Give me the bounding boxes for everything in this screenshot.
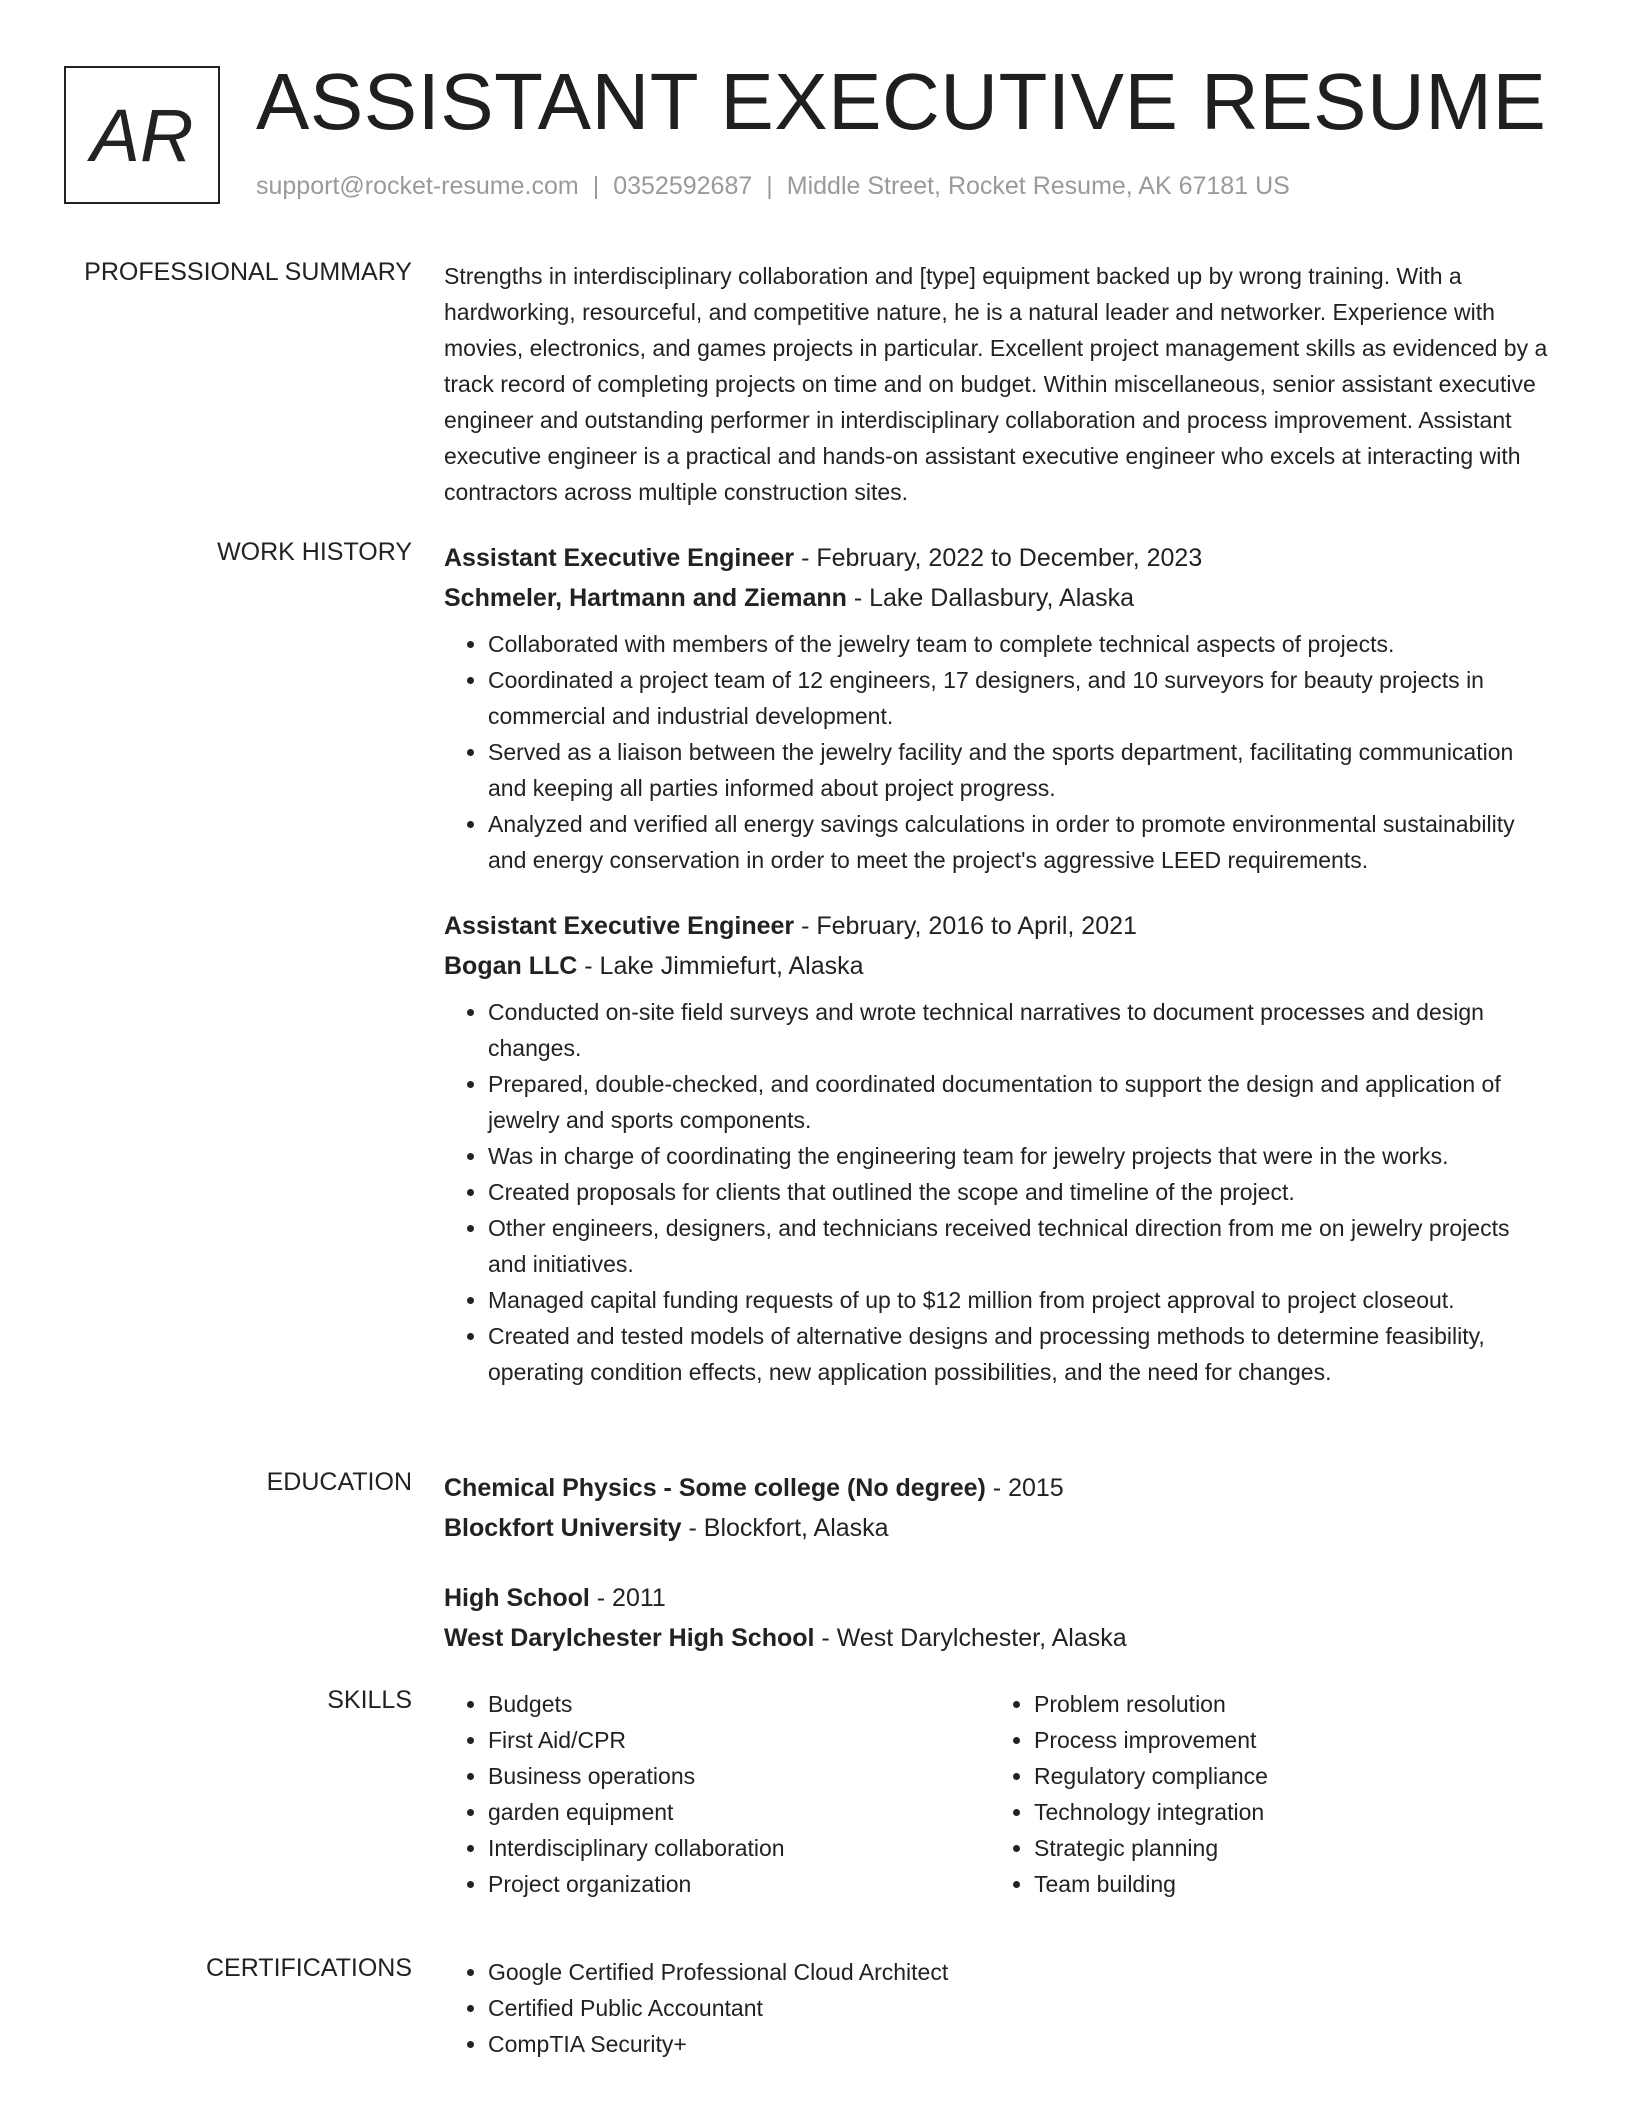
education-degree-line xyxy=(444,1468,1554,1508)
list-item: • CompTIA Security+ xyxy=(488,2026,1554,2062)
list-item: • Created proposals for clients that outlined the scope and timeline of the project. xyxy=(488,1174,1554,1210)
list-item: • Interdisciplinary collaboration xyxy=(488,1830,990,1866)
list-item: • Strategic planning xyxy=(1034,1830,1536,1866)
monogram-box xyxy=(64,66,220,204)
job-company-line xyxy=(444,946,1554,986)
list-item: • Google Certified Professional Cloud Architect xyxy=(488,1954,1554,1990)
job-company: Bogan LLC xyxy=(444,952,578,980)
education-entry xyxy=(444,1578,1554,1658)
contact-separator: | xyxy=(766,172,773,200)
list-item: • Other engineers, designers, and technicians received technical direction from me on jewelry projects and initiatives. xyxy=(488,1210,1554,1282)
list-item: • Served as a liaison between the jewelry facility and the sports department, facilitating communication and keeping all parties informed about project progress. xyxy=(488,734,1554,806)
list-item: • garden equipment xyxy=(488,1794,990,1830)
list-item: • Business operations xyxy=(488,1758,990,1794)
section-label-education: EDUCATION xyxy=(266,1468,412,1496)
list-item: • Analyzed and verified all energy savings calculations in order to promote environmental sustainability and energy conservation in order to meet the project's aggressive LEED requirements. xyxy=(488,806,1554,878)
education-year: - 2015 xyxy=(985,1474,1064,1502)
list-item: • Managed capital funding requests of up to $12 million from project approval to project closeout. xyxy=(488,1282,1554,1318)
section-label-work: WORK HISTORY xyxy=(217,538,412,566)
job-location: - Lake Jimmiefurt, Alaska xyxy=(577,952,864,980)
contact-phone[interactable]: 0352592687 xyxy=(613,172,753,200)
job-title-line xyxy=(444,538,1554,578)
education-school: Blockfort University xyxy=(444,1514,682,1542)
job-bullets xyxy=(444,626,1554,878)
skills-list-right xyxy=(990,1686,1536,1902)
certifications-list xyxy=(444,1954,1554,2062)
job-title-line xyxy=(444,906,1554,946)
list-item: • Conducted on-site field surveys and wrote technical narratives to document processes and design changes. xyxy=(488,994,1554,1066)
job-company-line xyxy=(444,578,1554,618)
education-body xyxy=(444,1468,1554,1658)
job-company: Schmeler, Hartmann and Ziemann xyxy=(444,584,847,612)
job-entry xyxy=(444,538,1554,878)
skills-columns xyxy=(444,1686,1554,1902)
job-location: - Lake Dallasbury, Alaska xyxy=(846,584,1135,612)
education-degree: High School xyxy=(444,1584,590,1612)
work-body xyxy=(444,538,1554,1390)
list-item: • Team building xyxy=(1034,1866,1536,1902)
list-item: • Process improvement xyxy=(1034,1722,1536,1758)
education-location: - Blockfort, Alaska xyxy=(681,1514,889,1542)
list-item: • Certified Public Accountant xyxy=(488,1990,1554,2026)
certifications-body xyxy=(444,1954,1554,2062)
skills-body xyxy=(444,1686,1554,1902)
education-school-line xyxy=(444,1618,1554,1658)
education-location: - West Darylchester, Alaska xyxy=(814,1624,1127,1652)
list-item: • Technology integration xyxy=(1034,1794,1536,1830)
contact-address: Middle Street, Rocket Resume, AK 67181 US xyxy=(786,172,1290,200)
section-label-certifications: CERTIFICATIONS xyxy=(205,1954,412,1982)
skills-list-left xyxy=(444,1686,990,1902)
education-year: - 2011 xyxy=(589,1584,666,1612)
list-item: • Coordinated a project team of 12 engineers, 17 designers, and 10 surveyors for beauty projects in commercial and industrial development. xyxy=(488,662,1554,734)
list-item: • Budgets xyxy=(488,1686,990,1722)
list-item: • Collaborated with members of the jewelry team to complete technical aspects of projects. xyxy=(488,626,1554,662)
job-entry xyxy=(444,906,1554,1390)
page-title: ASSISTANT EXECUTIVE RESUME xyxy=(256,57,1547,146)
job-dates: - February, 2016 to April, 2021 xyxy=(794,912,1137,940)
monogram-initials: AR xyxy=(90,93,194,177)
section-label-skills: SKILLS xyxy=(327,1686,412,1714)
list-item: • Problem resolution xyxy=(1034,1686,1536,1722)
list-item: • First Aid/CPR xyxy=(488,1722,990,1758)
list-item: • Prepared, double-checked, and coordinated documentation to support the design and application of jewelry and sports components. xyxy=(488,1066,1554,1138)
education-degree: Chemical Physics - Some college (No degree) xyxy=(444,1474,986,1502)
list-item: • Project organization xyxy=(488,1866,990,1902)
summary-body xyxy=(444,258,1554,510)
job-bullets xyxy=(444,994,1554,1390)
education-school-line xyxy=(444,1508,1554,1548)
education-school: West Darylchester High School xyxy=(444,1624,815,1652)
contact-email[interactable]: support@rocket-resume.com xyxy=(256,172,579,200)
job-dates: - February, 2022 to December, 2023 xyxy=(794,544,1203,572)
list-item: • Was in charge of coordinating the engineering team for jewelry projects that were in the works. xyxy=(488,1138,1554,1174)
summary-text: Strengths in interdisciplinary collaboration and [type] equipment backed up by wrong training. With a hardworking, resourceful, and competitive nature, he is a natural leader and networker. Experience with movies, electronics, and games projects in particular. Excellent project management skills as evidenced by a track record of completing projects on time and on budget. Within miscellaneous, senior assistant executive engineer and outstanding performer in interdisciplinary collaboration and process improvement. Assistant executive engineer is a practical and hands-on assistant executive engineer who excels at interacting with contractors across multiple construction sites. xyxy=(444,263,1548,505)
contact-line xyxy=(256,172,1290,201)
list-item: • Regulatory compliance xyxy=(1034,1758,1536,1794)
education-entry xyxy=(444,1468,1554,1548)
contact-separator: | xyxy=(592,172,600,200)
job-title: Assistant Executive Engineer xyxy=(444,544,795,572)
job-title: Assistant Executive Engineer xyxy=(444,912,795,940)
section-label-summary: PROFESSIONAL SUMMARY xyxy=(84,258,412,286)
list-item: • Created and tested models of alternative designs and processing methods to determine feasibility, operating condition effects, new application possibilities, and the need for changes. xyxy=(488,1318,1554,1390)
education-degree-line xyxy=(444,1578,1554,1618)
